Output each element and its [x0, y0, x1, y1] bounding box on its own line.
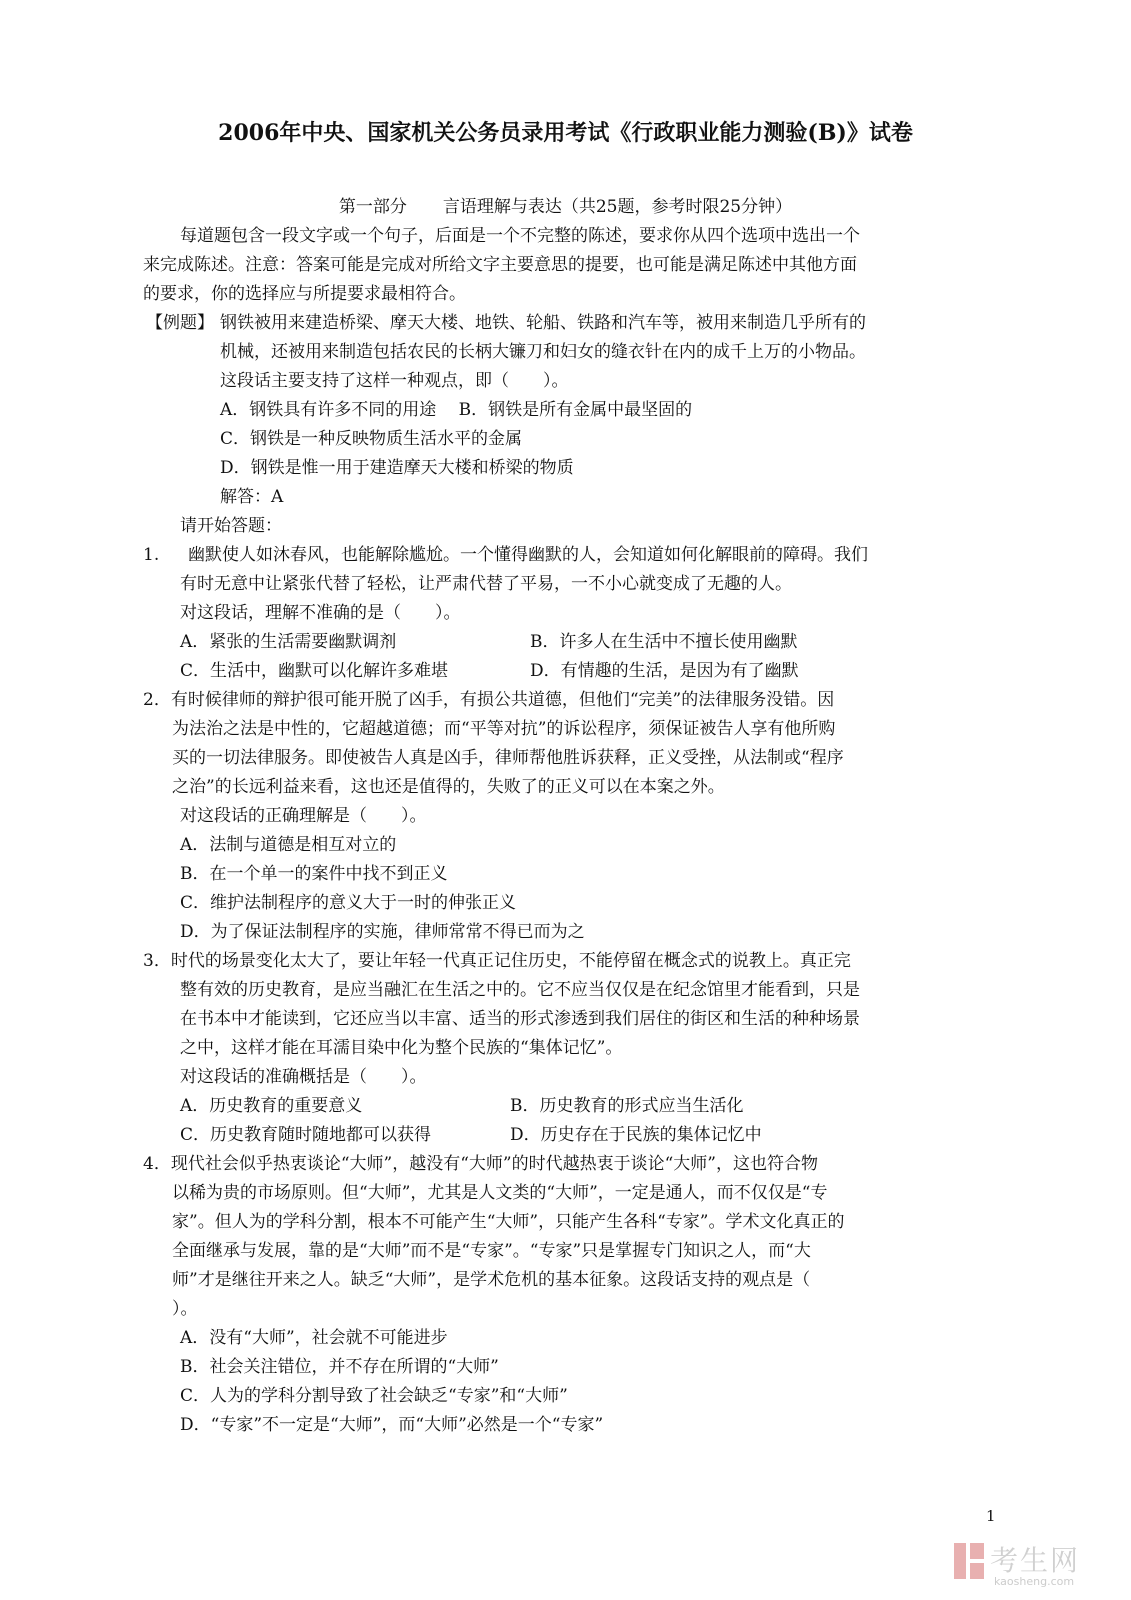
question-text: 师”才是继往开来之人。缺乏“大师”，是学术危机的基本征象。这段话支持的观点是（ — [172, 1270, 811, 1290]
option-b: B．许多人在生活中不擅长使用幽默 — [530, 632, 798, 652]
question-text: 2．有时候律师的辩护很可能开脱了凶手，有损公共道德，但他们“完美”的法律服务没错。因 — [143, 690, 835, 710]
option-b: B．历史教育的形式应当生活化 — [510, 1096, 744, 1116]
example-answer: 解答：A — [220, 487, 284, 507]
question-text: 幽默使人如沐春风，也能解除尴尬。一个懂得幽默的人，会知道如何化解眼前的障碍。我们 — [188, 545, 868, 565]
page-number: 1 — [986, 1507, 996, 1525]
example-option: A．钢铁具有许多不同的用途 B．钢铁是所有金属中最坚固的 — [220, 400, 693, 420]
question-text: 为法治之法是中性的，它超越道德；而“平等对抗”的诉讼程序，须保证被告人享有他所购 — [172, 719, 836, 739]
option-d: D．有情趣的生活，是因为有了幽默 — [530, 661, 799, 681]
question-text: 买的一切法律服务。即使被告人真是凶手，律师帮他胜诉获释，正义受挫，从法制或“程序 — [172, 748, 844, 768]
option-c: C．人为的学科分割导致了社会缺乏“专家”和“大师” — [180, 1386, 568, 1406]
example-line: 这段话主要支持了这样一种观点，即（ ）。 — [220, 371, 569, 391]
option-c: C．生活中，幽默可以化解许多难堪 — [180, 661, 449, 681]
question-text: 整有效的历史教育，是应当融汇在生活之中的。它不应当仅仅是在纪念馆里才能看到，只是 — [180, 980, 860, 1000]
question-text: 在书本中才能读到，它还应当以丰富、适当的形式渗透到我们居住的街区和生活的种种场景 — [180, 1009, 860, 1029]
watermark-text: 考生网 — [990, 1544, 1081, 1577]
option-a: A．历史教育的重要意义 — [180, 1096, 363, 1116]
watermark-url: kaosheng.com — [994, 1575, 1075, 1588]
option-d: D．历史存在于民族的集体记忆中 — [510, 1125, 762, 1145]
intro-line: 来完成陈述。注意：答案可能是完成对所给文字主要意思的提要，也可能是满足陈述中其他方面 — [143, 255, 857, 275]
start-instruction: 请开始答题： — [180, 516, 282, 536]
section-heading — [0, 195, 1131, 219]
option-a: A．法制与道德是相互对立的 — [180, 835, 397, 855]
question-number: 1. — [143, 545, 160, 565]
question-prompt: 对这段话的准确概括是（ ）。 — [180, 1067, 427, 1087]
question-text: 4．现代社会似乎热衷谈论“大师”，越没有“大师”的时代越热衷于谈论“大师”，这也符合物 — [143, 1154, 818, 1174]
question-text: 之中，这样才能在耳濡目染中化为整个民族的“集体记忆”。 — [180, 1038, 623, 1058]
kaosheng-logo-icon — [952, 1541, 986, 1581]
example-label: 【例题】 — [146, 313, 214, 333]
question-text: 以稀为贵的市场原则。但“大师”，尤其是人文类的“大师”，一定是通人，而不仅仅是“专 — [172, 1183, 828, 1203]
option-d: D．“专家”不一定是“大师”，而“大师”必然是一个“专家” — [180, 1415, 604, 1435]
question-prompt: 对这段话，理解不准确的是（ ）。 — [180, 603, 461, 623]
option-c: C．维护法制程序的意义大于一时的伸张正义 — [180, 893, 517, 913]
option-a: A．没有“大师”，社会就不可能进步 — [180, 1328, 448, 1348]
option-d: D．为了保证法制程序的实施，律师常常不得已而为之 — [180, 922, 585, 942]
option-a: A．紧张的生活需要幽默调剂 — [180, 632, 397, 652]
question-text: 3．时代的场景变化太大了，要让年轻一代真正记住历史，不能停留在概念式的说教上。真正完 — [143, 951, 851, 971]
question-text: 之治”的长远利益来看，这也还是值得的，失败了的正义可以在本案之外。 — [172, 777, 725, 797]
option-b: B．在一个单一的案件中找不到正义 — [180, 864, 448, 884]
example-line: 机械，还被用来制造包括农民的长柄大镰刀和妇女的缝衣针在内的成千上万的小物品。 — [220, 342, 866, 362]
question-text: 有时无意中让紧张代替了轻松，让严肃代替了平易，一不小心就变成了无趣的人。 — [180, 574, 792, 594]
section-name: 言语理解与表达（共25题，参考时限25分钟） — [442, 197, 793, 217]
question-text: 家”。但人为的学科分割，根本不可能产生“大师”，只能产生各科“专家”。学术文化真正的 — [172, 1212, 845, 1232]
option-c: C．历史教育随时随地都可以获得 — [180, 1125, 432, 1145]
example-option: C．钢铁是一种反映物质生活水平的金属 — [220, 429, 523, 449]
question-text: 全面继承与发展，靠的是“大师”而不是“专家”。“专家”只是掌握专门知识之人，而“大 — [172, 1241, 811, 1261]
example-line: 钢铁被用来建造桥梁、摩天大楼、地铁、轮船、铁路和汽车等，被用来制造几乎所有的 — [220, 313, 866, 333]
intro-line: 的要求，你的选择应与所提要求最相符合。 — [143, 284, 466, 304]
intro-line: 每道题包含一段文字或一个句子，后面是一个不完整的陈述，要求你从四个选项中选出一个 — [180, 226, 860, 246]
question-prompt: 对这段话的正确理解是（ ）。 — [180, 806, 427, 826]
example-option: D．钢铁是惟一用于建造摩天大楼和桥梁的物质 — [220, 458, 574, 478]
question-text: ）。 — [172, 1299, 198, 1319]
option-b: B．社会关注错位，并不存在所谓的“大师” — [180, 1357, 499, 1377]
section-part: 第一部分 — [338, 197, 407, 217]
page-title: 2006年中央、国家机关公务员录用考试《行政职业能力测验(B)》试卷 — [218, 120, 913, 146]
watermark — [950, 1535, 1130, 1595]
